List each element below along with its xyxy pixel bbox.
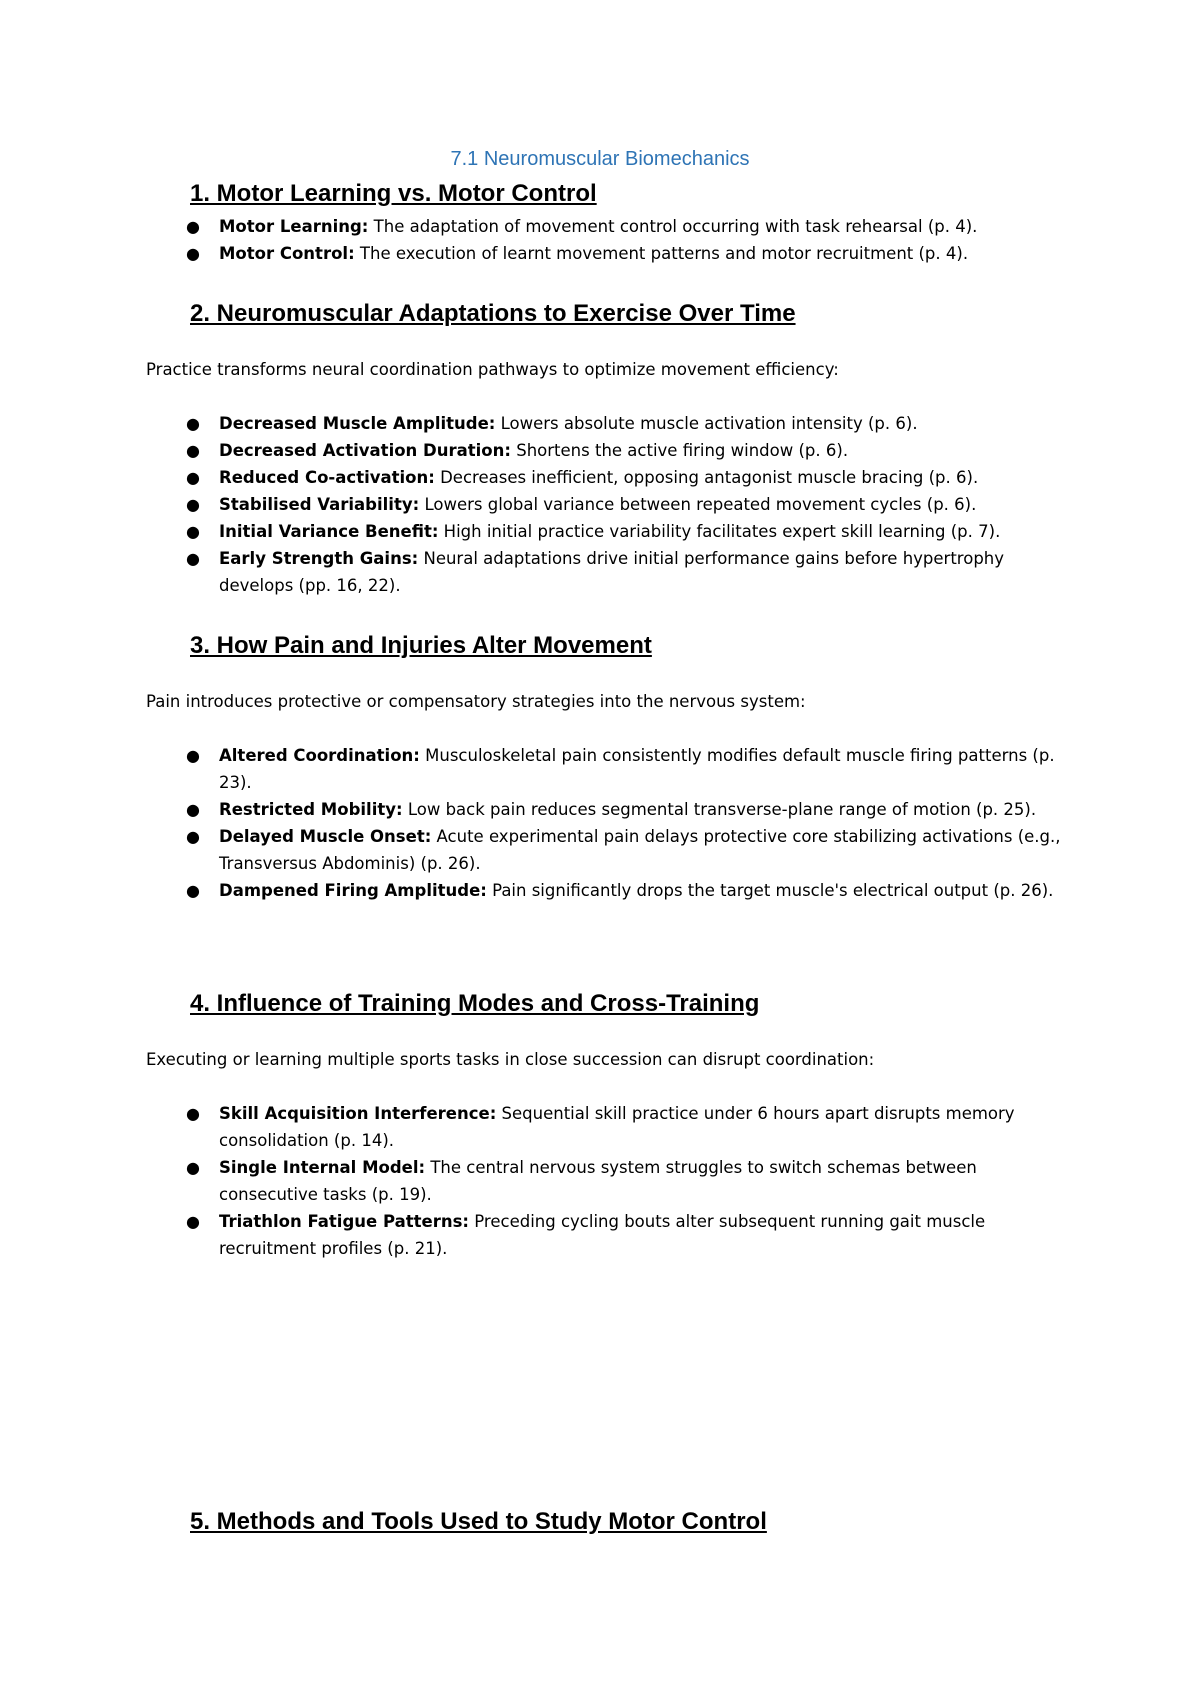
bullet-dot-icon: ● (186, 1158, 200, 1177)
list-item: ● Motor Learning: The adaptation of movement control occurring with task rehearsal (p. 4). (146, 213, 1066, 240)
bullet-dot-icon: ● (186, 881, 200, 900)
section-intro-3: Pain introduces protective or compensatory strategies into the nervous system: (146, 692, 806, 711)
bullet-dot-icon: ● (186, 244, 200, 263)
bullet-dot-icon: ● (186, 468, 200, 487)
bullet-dot-icon: ● (186, 827, 200, 846)
section-heading-2: 2. Neuromuscular Adaptations to Exercise Over Time (190, 300, 796, 327)
bullet-dot-icon: ● (186, 217, 200, 236)
list-item: ● Restricted Mobility: Low back pain reduces segmental transverse-plane range of motion (p. 25). (146, 796, 1066, 823)
bullet-list-2 (146, 410, 1066, 599)
bullet-list-4 (146, 1100, 1066, 1262)
section-heading-4: 4. Influence of Training Modes and Cross-Training (190, 990, 760, 1017)
section-intro-2: Practice transforms neural coordination pathways to optimize movement efficiency: (146, 360, 839, 379)
list-item: ● Motor Control: The execution of learnt movement patterns and motor recruitment (p. 4). (146, 240, 1066, 267)
bullet-dot-icon: ● (186, 800, 200, 819)
list-item: ● Single Internal Model: The central nervous system struggles to switch schemas between consecutive tasks (p. 19). (146, 1154, 1066, 1208)
bullet-list-1 (146, 213, 1066, 267)
document-title: 7.1 Neuromuscular Biomechanics (450, 148, 750, 170)
bullet-dot-icon: ● (186, 746, 200, 765)
bullet-list-3 (146, 742, 1066, 904)
list-item: ● Delayed Muscle Onset: Acute experimental pain delays protective core stabilizing activations (e.g., Transversus Abdominis) (p. 26). (146, 823, 1066, 877)
bullet-dot-icon: ● (186, 414, 200, 433)
list-item: ● Skill Acquisition Interference: Sequential skill practice under 6 hours apart disrupts memory consolidation (p. 14). (146, 1100, 1066, 1154)
list-item: ● Altered Coordination: Musculoskeletal pain consistently modifies default muscle firing patterns (p. 23). (146, 742, 1066, 796)
list-item: ● Decreased Activation Duration: Shortens the active firing window (p. 6). (146, 437, 1066, 464)
bullet-dot-icon: ● (186, 441, 200, 460)
section-heading-5: 5. Methods and Tools Used to Study Motor Control (190, 1508, 767, 1535)
section-intro-4: Executing or learning multiple sports tasks in close succession can disrupt coordination: (146, 1050, 875, 1069)
bullet-dot-icon: ● (186, 495, 200, 514)
list-item: ● Decreased Muscle Amplitude: Lowers absolute muscle activation intensity (p. 6). (146, 410, 1066, 437)
bullet-dot-icon: ● (186, 1212, 200, 1231)
section-heading-3: 3. How Pain and Injuries Alter Movement (190, 632, 652, 659)
list-item: ● Stabilised Variability: Lowers global variance between repeated movement cycles (p. 6). (146, 491, 1066, 518)
section-heading-1: 1. Motor Learning vs. Motor Control (190, 180, 597, 207)
list-item: ● Triathlon Fatigue Patterns: Preceding cycling bouts alter subsequent running gait muscle recruitment profiles (p. 21). (146, 1208, 1066, 1262)
list-item: ● Early Strength Gains: Neural adaptations drive initial performance gains before hypertrophy develops (pp. 16, 22). (146, 545, 1066, 599)
bullet-dot-icon: ● (186, 522, 200, 541)
list-item: ● Reduced Co-activation: Decreases inefficient, opposing antagonist muscle bracing (p. 6). (146, 464, 1066, 491)
bullet-dot-icon: ● (186, 1104, 200, 1123)
bullet-dot-icon: ● (186, 549, 200, 568)
list-item: ● Dampened Firing Amplitude: Pain significantly drops the target muscle's electrical output (p. 26). (146, 877, 1066, 904)
list-item: ● Initial Variance Benefit: High initial practice variability facilitates expert skill learning (p. 7). (146, 518, 1066, 545)
